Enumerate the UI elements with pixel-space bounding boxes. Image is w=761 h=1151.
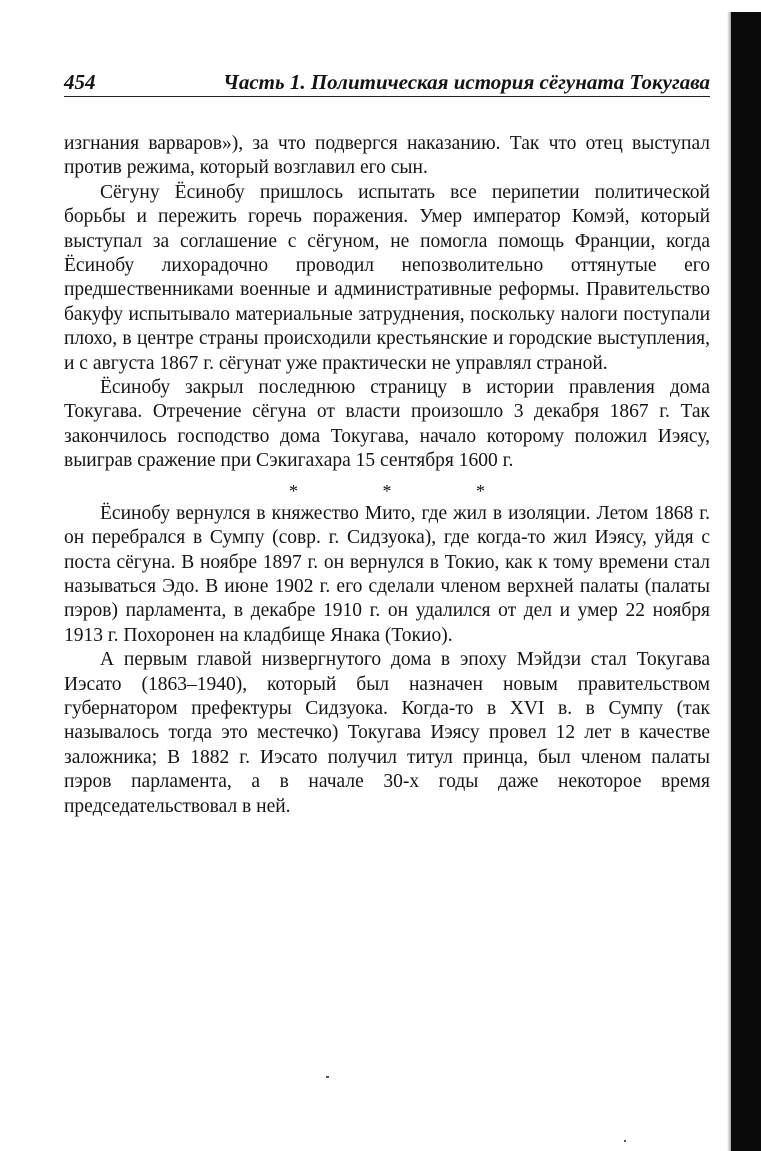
- scan-speck: [326, 1076, 329, 1078]
- paragraph-5: А первым главой низвергнутого дома в эпоху Мэйдзи стал Токугава Иэсато (1863–1940), который был назначен новым правительством губернатором префектуры Сидзуока. Когда-то в XVI в. в Сумпу (так называлось тогда это местечко) Токугава Иэясу провел 12 лет в качестве заложника; В 1882 г. Иэсато получил титул принца, был членом палаты пэров парламента, а в начале 30-х годы даже некоторое время председательствовал в ней.: [64, 649, 710, 817]
- paragraph-2: Сёгуну Ёсинобу пришлось испытать все перипетии политической борьбы и пережить горечь поражения. Умер император Комэй, который выступал за соглашение с сёгуном, не помогла помощь Франции, когда Ёсинобу лихорадочно проводил непозволительно оттянутые его предшественниками военные и административные реформы. Правительство бакуфу испытывало материальные затруднения, поскольку налоги поступали плохо, в центре страны происходили крестьянские и городские выступления, и с августа 1867 г. сёгунат уже практически не управлял страной.: [64, 181, 710, 374]
- body-text: [64, 132, 710, 819]
- page-edge-gradient: [727, 12, 731, 1151]
- page-edge-shadow: [731, 12, 761, 1151]
- running-header: [64, 66, 710, 97]
- scan-speck: [624, 1140, 626, 1142]
- section-separator: * * *: [289, 480, 525, 501]
- page-number: 454: [64, 70, 96, 94]
- paragraph-3: Ёсинобу закрыл последнюю страницу в истории правления дома Токугава. Отречение сёгуна от власти произошло 3 декабря 1867 г. Так закончилось господство дома Токугава, начало которому положил Иэясу, выиграв сражение при Сэкигахара 15 сентября 1600 г.: [64, 377, 710, 472]
- running-title: Часть 1. Политическая история сёгуната Токугава: [223, 70, 710, 94]
- paragraph-1: изгнания варваров»), за что подвергся наказанию. Так что отец выступал против режима, который возглавил его сын.: [64, 133, 710, 179]
- paragraph-4: Ёсинобу вернулся в княжество Мито, где жил в изоляции. Летом 1868 г. он перебрался в Сумпу (совр. г. Сидзуока), где когда-то жил Иэясу, уйдя с поста сёгуна. В ноябре 1897 г. он вернулся в Токио, как к тому времени стал называться Эдо. В июне 1902 г. его сделали членом верхней палаты (палаты пэров) парламента, в декабре 1910 г. он удалился от дел и умер 22 ноября 1913 г. Похоронен на кладбище Янака (Токио).: [64, 502, 710, 646]
